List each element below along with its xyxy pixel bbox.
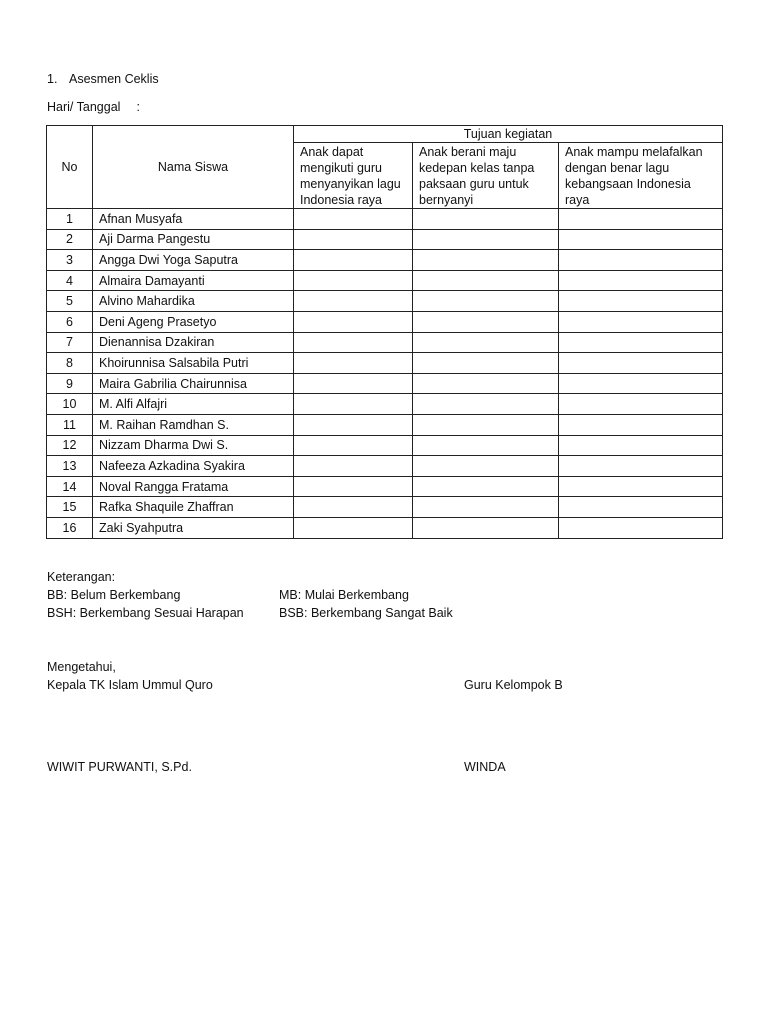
check-cell-goal-1 <box>294 476 413 497</box>
student-name: Maira Gabrilia Chairunnisa <box>93 373 294 394</box>
check-cell-goal-2 <box>413 517 559 538</box>
check-cell-goal-3 <box>559 353 723 374</box>
check-cell-goal-1 <box>294 291 413 312</box>
table-row <box>47 332 723 353</box>
check-cell-goal-2 <box>413 332 559 353</box>
student-name: Afnan Musyafa <box>93 209 294 230</box>
table-row <box>47 291 723 312</box>
header-name: Nama Siswa <box>93 126 294 209</box>
check-cell-goal-2 <box>413 353 559 374</box>
row-number: 15 <box>47 497 93 518</box>
checklist-table <box>46 125 723 539</box>
student-name: Aji Darma Pangestu <box>93 229 294 250</box>
row-number: 5 <box>47 291 93 312</box>
row-number: 8 <box>47 353 93 374</box>
student-name: Nafeeza Azkadina Syakira <box>93 456 294 477</box>
row-number: 7 <box>47 332 93 353</box>
teacher-name: WINDA <box>464 760 506 774</box>
student-name: Khoirunnisa Salsabila Putri <box>93 353 294 374</box>
check-cell-goal-3 <box>559 373 723 394</box>
section-title: Asesmen Ceklis <box>69 72 159 86</box>
table-row <box>47 476 723 497</box>
check-cell-goal-3 <box>559 394 723 415</box>
check-cell-goal-2 <box>413 435 559 456</box>
check-cell-goal-2 <box>413 456 559 477</box>
legend-bb: BB: Belum Berkembang <box>47 588 181 602</box>
date-colon: : <box>136 100 140 114</box>
check-cell-goal-3 <box>559 414 723 435</box>
principal-role: Kepala TK Islam Ummul Quro <box>47 678 213 692</box>
header-no: No <box>47 126 93 209</box>
check-cell-goal-1 <box>294 435 413 456</box>
row-number: 14 <box>47 476 93 497</box>
teacher-signature-block <box>464 676 563 694</box>
check-cell-goal-3 <box>559 497 723 518</box>
check-cell-goal-3 <box>559 456 723 477</box>
check-cell-goal-3 <box>559 332 723 353</box>
check-cell-goal-1 <box>294 311 413 332</box>
student-name: Angga Dwi Yoga Saputra <box>93 250 294 271</box>
check-cell-goal-1 <box>294 517 413 538</box>
check-cell-goal-1 <box>294 394 413 415</box>
check-cell-goal-1 <box>294 353 413 374</box>
table-row <box>47 435 723 456</box>
check-cell-goal-2 <box>413 497 559 518</box>
section-heading <box>47 72 159 86</box>
check-cell-goal-1 <box>294 373 413 394</box>
check-cell-goal-2 <box>413 229 559 250</box>
check-cell-goal-3 <box>559 209 723 230</box>
check-cell-goal-1 <box>294 270 413 291</box>
table-row <box>47 353 723 374</box>
check-cell-goal-1 <box>294 497 413 518</box>
legend <box>47 568 453 622</box>
check-cell-goal-2 <box>413 476 559 497</box>
student-name: M. Alfi Alfajri <box>93 394 294 415</box>
table-row <box>47 394 723 415</box>
table-row <box>47 497 723 518</box>
table-row <box>47 229 723 250</box>
student-rows <box>47 209 723 539</box>
row-number: 16 <box>47 517 93 538</box>
row-number: 3 <box>47 250 93 271</box>
row-number: 10 <box>47 394 93 415</box>
check-cell-goal-3 <box>559 270 723 291</box>
student-name: Deni Ageng Prasetyo <box>93 311 294 332</box>
row-number: 4 <box>47 270 93 291</box>
principal-name: WIWIT PURWANTI, S.Pd. <box>47 760 192 774</box>
student-name: Alvino Mahardika <box>93 291 294 312</box>
row-number: 13 <box>47 456 93 477</box>
date-label: Hari/ Tanggal <box>47 100 121 114</box>
table-row <box>47 209 723 230</box>
header-goal-2: Anak berani maju kedepan kelas tanpa paksaan guru untuk bernyanyi <box>413 143 559 209</box>
row-number: 2 <box>47 229 93 250</box>
row-number: 9 <box>47 373 93 394</box>
check-cell-goal-3 <box>559 435 723 456</box>
check-cell-goal-3 <box>559 311 723 332</box>
check-cell-goal-3 <box>559 476 723 497</box>
header-goals: Tujuan kegiatan <box>294 126 723 143</box>
section-number: 1. <box>47 72 58 86</box>
check-cell-goal-3 <box>559 229 723 250</box>
check-cell-goal-2 <box>413 291 559 312</box>
check-cell-goal-1 <box>294 332 413 353</box>
table-row <box>47 414 723 435</box>
student-name: Rafka Shaquile Zhaffran <box>93 497 294 518</box>
table-row <box>47 456 723 477</box>
student-name: Nizzam Dharma Dwi S. <box>93 435 294 456</box>
check-cell-goal-2 <box>413 311 559 332</box>
student-name: Zaki Syahputra <box>93 517 294 538</box>
check-cell-goal-2 <box>413 250 559 271</box>
check-cell-goal-1 <box>294 456 413 477</box>
check-cell-goal-1 <box>294 209 413 230</box>
row-number: 12 <box>47 435 93 456</box>
legend-title: Keterangan: <box>47 570 116 584</box>
check-cell-goal-1 <box>294 229 413 250</box>
table-row <box>47 517 723 538</box>
table-row <box>47 311 723 332</box>
check-cell-goal-2 <box>413 394 559 415</box>
table-row <box>47 373 723 394</box>
date-line <box>47 100 140 114</box>
check-cell-goal-2 <box>413 414 559 435</box>
check-cell-goal-1 <box>294 414 413 435</box>
legend-mb: MB: Mulai Berkembang <box>279 588 409 602</box>
check-cell-goal-3 <box>559 250 723 271</box>
header-goal-3: Anak mampu melafalkan dengan benar lagu kebangsaan Indonesia raya <box>559 143 723 209</box>
acknowledged-label: Mengetahui, <box>47 660 116 674</box>
student-name: M. Raihan Ramdhan S. <box>93 414 294 435</box>
teacher-role: Guru Kelompok B <box>464 678 563 692</box>
check-cell-goal-2 <box>413 270 559 291</box>
row-number: 11 <box>47 414 93 435</box>
check-cell-goal-3 <box>559 517 723 538</box>
check-cell-goal-2 <box>413 209 559 230</box>
student-name: Dienannisa Dzakiran <box>93 332 294 353</box>
check-cell-goal-1 <box>294 250 413 271</box>
check-cell-goal-2 <box>413 373 559 394</box>
check-cell-goal-3 <box>559 291 723 312</box>
row-number: 1 <box>47 209 93 230</box>
student-name: Almaira Damayanti <box>93 270 294 291</box>
table-row <box>47 270 723 291</box>
row-number: 6 <box>47 311 93 332</box>
student-name: Noval Rangga Fratama <box>93 476 294 497</box>
legend-bsb: BSB: Berkembang Sangat Baik <box>279 606 453 620</box>
legend-bsh: BSH: Berkembang Sesuai Harapan <box>47 606 244 620</box>
header-goal-1: Anak dapat mengikuti guru menyanyikan lagu Indonesia raya <box>294 143 413 209</box>
table-row <box>47 250 723 271</box>
principal-signature-block <box>47 658 213 694</box>
